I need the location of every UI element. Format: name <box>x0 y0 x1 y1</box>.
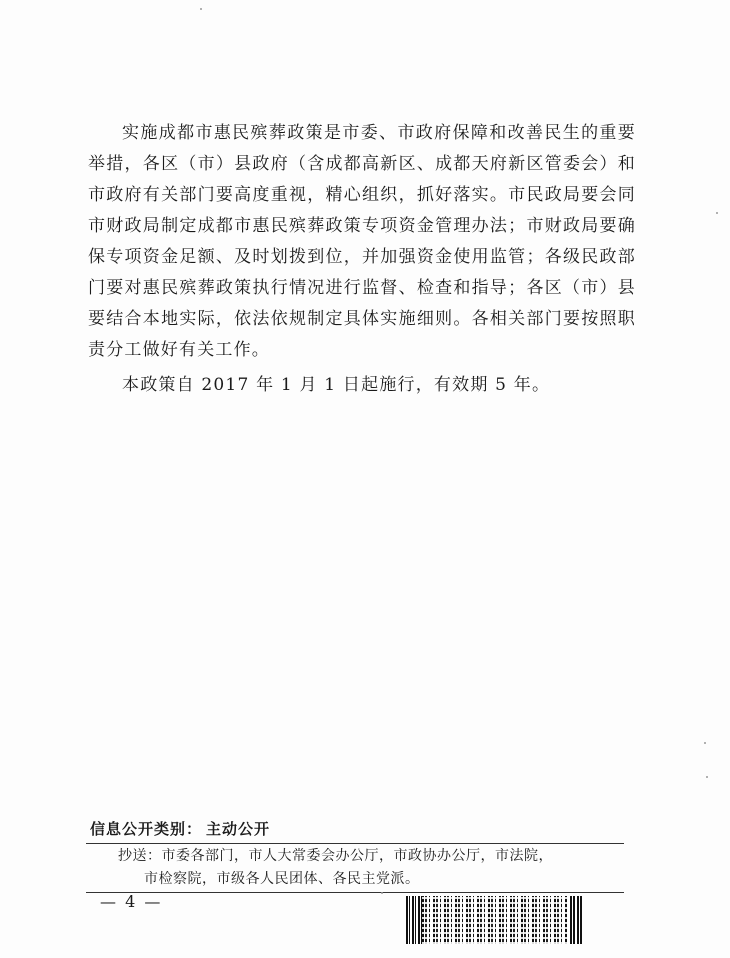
scan-speck <box>200 8 202 10</box>
cc-bottom-divider <box>86 892 624 893</box>
barcode-left-bars <box>406 896 422 944</box>
document-body <box>88 118 636 401</box>
disclosure-category-value: 主动公开 <box>206 820 271 838</box>
scan-speck <box>716 212 718 214</box>
page-number: — 4 — <box>100 892 163 911</box>
cc-line-2: 市检察院，市级各人民团体、各民主党派。 <box>144 871 420 887</box>
disclosure-category-label: 信息公开类别： <box>90 820 203 838</box>
barcode-matrix <box>422 896 568 944</box>
body-paragraph-effective-date: 本政策自 2017 年 1 月 1 日起施行，有效期 5 年。 <box>122 375 551 395</box>
cc-line-1: 抄送：市委各部门，市人大常委会办公厅，市政协办公厅，市法院， <box>118 848 553 864</box>
body-paragraph-implementation: 实施成都市惠民殡葬政策是市委、市政府保障和改善民生的重要举措，各区（市）县政府（含成都高新区、成都天府新区管委会）和市政府有关部门要高度重视，精心组织，抓好落实。市民政局要会同市财政局制定成都市惠民殡葬政策专项资金管理办法；市财政局要确保专项资金足额、及时划拨到位，并加强资金使用监管；各级民政部门要对惠民殡葬政策执行情况进行监督、检查和指导；各区（市）县要结合本地实际，依法依规制定具体实施细则。各相关部门要按照职责分工做好有关工作。 <box>88 123 636 360</box>
disclosure-category <box>90 818 270 839</box>
cc-distribution-list <box>118 845 628 891</box>
barcode-right-bars <box>568 896 582 944</box>
scan-speck <box>704 742 706 744</box>
scan-speck <box>381 892 383 894</box>
cc-top-divider <box>86 843 624 844</box>
scan-speck <box>706 776 708 778</box>
document-barcode <box>406 896 582 944</box>
